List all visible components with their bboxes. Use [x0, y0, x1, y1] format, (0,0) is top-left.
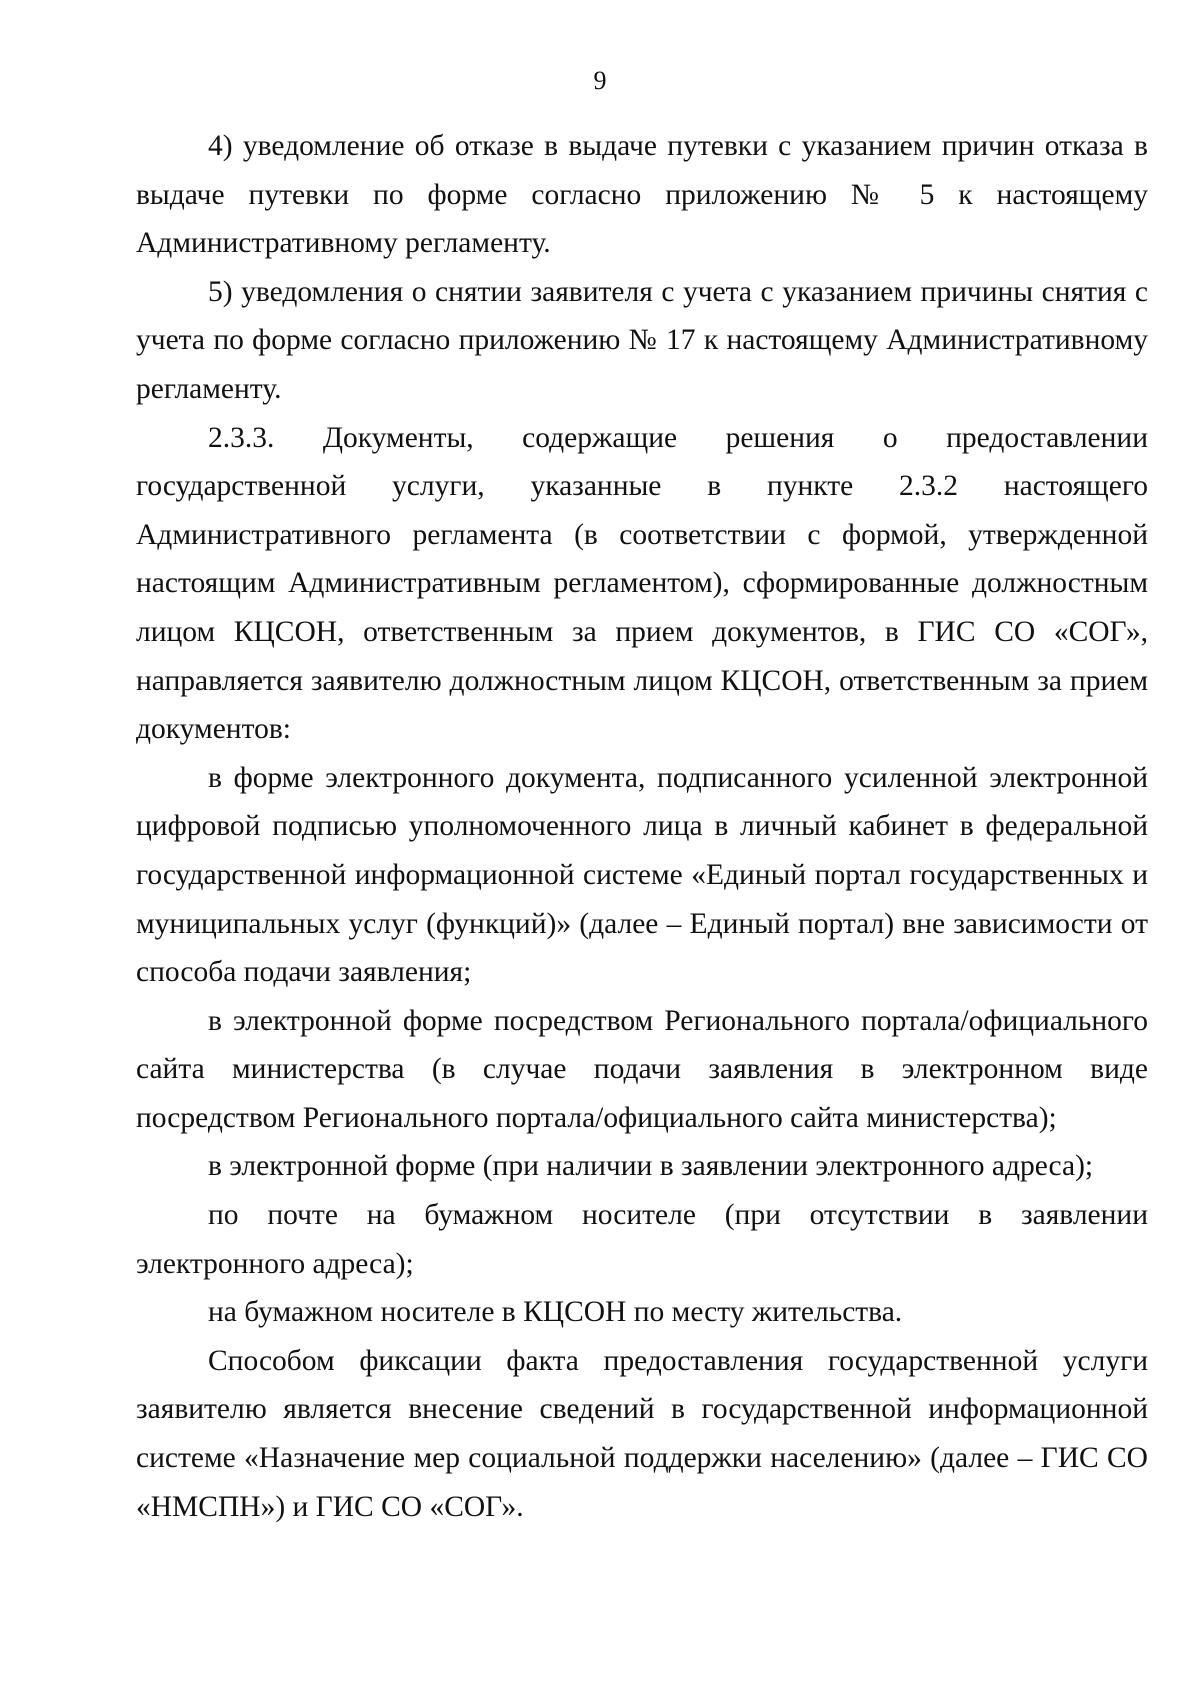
- paragraph-item-4: 4) уведомление об отказе в выдаче путевки с указанием причин отказа в выдаче путевки по форме согласно приложению № 5 к настоящему Административному регламенту.: [136, 130, 1148, 260]
- page-number: 9: [593, 66, 607, 95]
- document-body: [136, 122, 1148, 1531]
- paragraph-electronic-document: в форме электронного документа, подписанного усиленной электронной цифровой подписью уполномоченного лица в личный кабинет в федеральной государственной информационной системе «Единый портал государственных и муниципальных услуг (функций)» (далее – Единый портал) вне зависимости от способа подачи заявления;: [136, 761, 1148, 989]
- paragraph-electronic-form: в электронной форме (при наличии в заявлении электронного адреса);: [208, 1150, 1094, 1183]
- paragraph-postal-mail: по почте на бумажном носителе (при отсутствии в заявлении электронного адреса);: [136, 1199, 1148, 1280]
- paragraph-2-3-3: 2.3.3. Документы, содержащие решения о предоставлении государственной услуги, указанные в пункте 2.3.2 настоящего Административного регламента (в соответствии с формой, утвержденной настоящим Административным регламентом), сформированные должностным лицом КЦСОН, ответственным за прием документов, в ГИС СО «СОГ», направляется заявителю должностным лицом КЦСОН, ответственным за прием документов:: [136, 421, 1148, 746]
- paragraph-paper-kcson: на бумажном носителе в КЦСОН по месту жительства.: [208, 1296, 903, 1329]
- paragraph-item-5: 5) уведомления о снятии заявителя с учета с указанием причины снятия с учета по форме согласно приложению № 17 к настоящему Административному регламенту.: [136, 275, 1148, 405]
- paragraph-fixation-method: Способом фиксации факта предоставления государственной услуги заявителю является внесение сведений в государственной информационной системе «Назначение мер социальной поддержки населению» (далее – ГИС СО «НМСПН») и ГИС СО «СОГ».: [136, 1344, 1148, 1523]
- paragraph-regional-portal: в электронной форме посредством Регионального портала/официального сайта министерства (в случае подачи заявления в электронном виде посредством Регионального портала/официального сайта министерства);: [136, 1004, 1148, 1134]
